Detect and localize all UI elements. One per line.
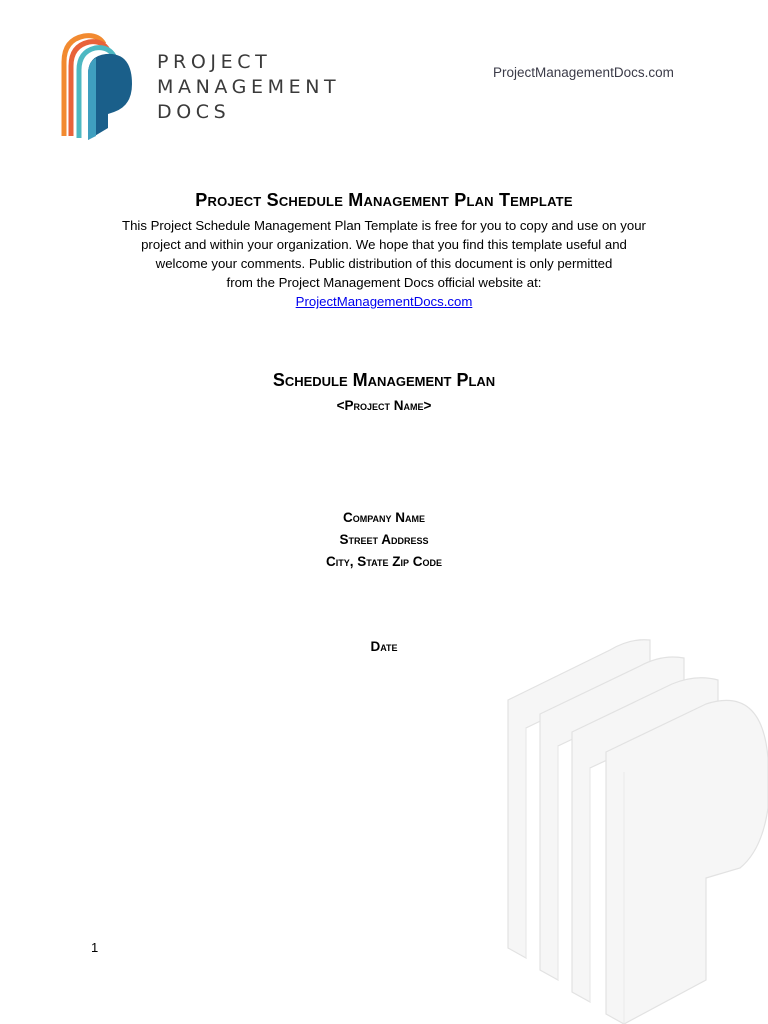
- date-placeholder: Date: [370, 639, 398, 654]
- company-name: Company Name: [342, 510, 426, 525]
- project-management-docs-logo-icon: [58, 32, 136, 142]
- logo-line-management: MANAGEMENT: [157, 76, 341, 98]
- city-state-zip: City, State Zip Code: [326, 554, 442, 569]
- logo-wordmark: [157, 50, 340, 125]
- page-number: 1: [91, 940, 99, 955]
- intro-line: project and within your organization. We hope that you find this template useful and: [141, 237, 627, 252]
- watermark-logo-icon: [500, 628, 768, 1024]
- project-name-placeholder: <Project Name>: [336, 398, 432, 413]
- company-info-block: [0, 507, 768, 573]
- logo-line-project: PROJECT: [157, 51, 272, 73]
- header-website-text: ProjectManagementDocs.com: [493, 65, 674, 80]
- intro-line: from the Project Management Docs official website at:: [226, 275, 542, 290]
- intro-link-line: [84, 292, 684, 311]
- plan-title: Schedule Management Plan: [272, 370, 496, 390]
- logo-line-docs: DOCS: [157, 101, 231, 123]
- website-link[interactable]: ProjectManagementDocs.com: [295, 294, 473, 309]
- intro-line: welcome your comments. Public distribution of this document is only permitted: [155, 256, 613, 271]
- intro-paragraph: [84, 216, 684, 311]
- intro-line: This Project Schedule Management Plan Template is free for you to copy and use on your: [122, 218, 646, 233]
- street-address: Street Address: [339, 532, 429, 547]
- template-title: Project Schedule Management Plan Template: [195, 190, 573, 210]
